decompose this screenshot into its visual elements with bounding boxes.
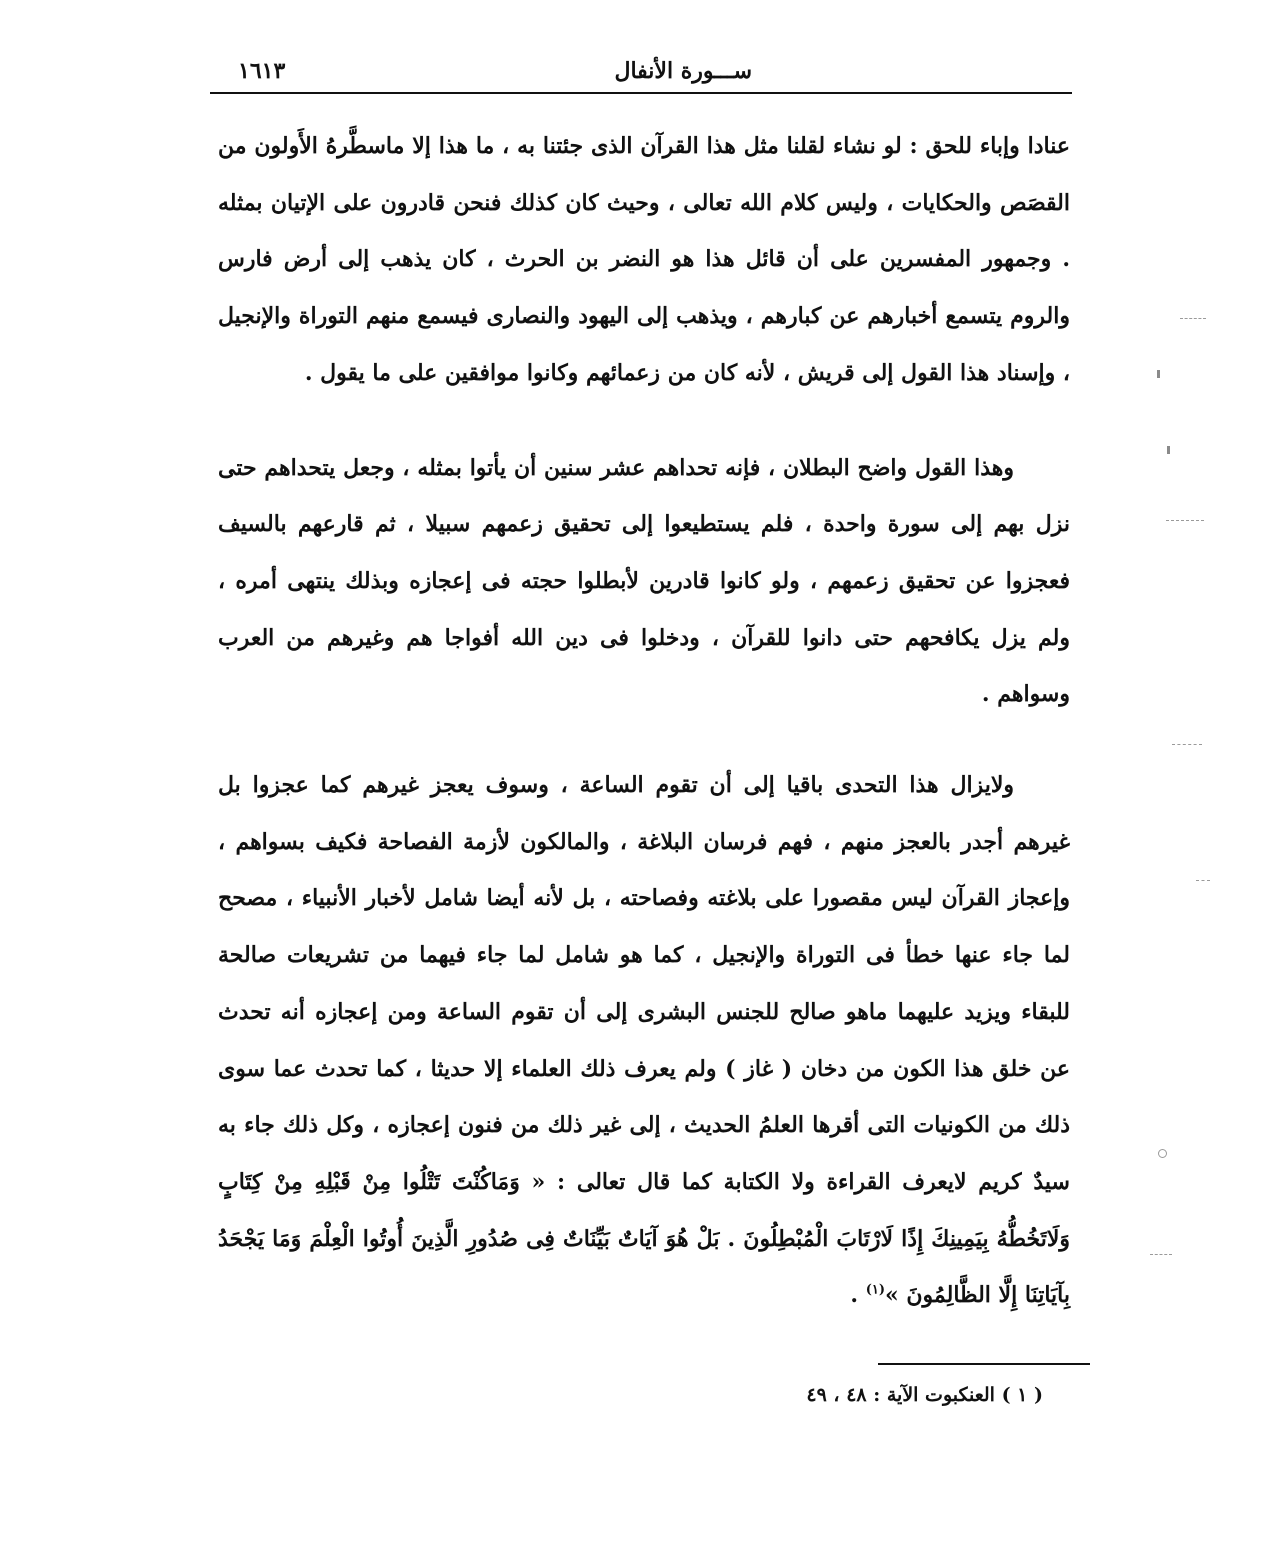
scan-margin-mark — [1166, 520, 1204, 521]
paragraph-2: وهذا القول واضح البطلان ، فإنه تحداهم عشر سنين أن يأتوا بمثله ، وجعل يتحداهم حتى نزل بهم إلى سورة واحدة ، فلم يستطيعوا إلى تحقيق زعمهم سبيلا ، ثم قارعهم بالسيف فعجزوا عن تحقيق زعمهم ، ولو كانوا قادرين لأبطلوا حجته فى إعجازه وبذلك ينتهى أمره ، ولم يزل يكافحهم حتى دانوا للقرآن ، ودخلوا فى دين الله أفواجا هم وغيرهم من العرب وسواهم . — [218, 454, 1070, 708]
scan-margin-mark — [1180, 318, 1206, 319]
footnote-marker: (١) — [865, 1283, 885, 1299]
page-header — [210, 50, 1072, 94]
paragraph-3-end: . — [850, 1282, 859, 1309]
header-divider — [210, 92, 1072, 94]
quran-quote: « وَمَاكُنْتَ تَتْلُوا مِنْ قَبْلِهِ مِنْ كِتَابٍ وَلَاتَخُطُّهُ بِيَمِينِكَ إِذًا لَارْتَابَ الْمُبْطِلُونَ . بَلْ هُوَ آيَاتٌ بَيِّنَاتٌ فِى صُدُورِ الَّذِينَ أُوتُوا الْعِلْمَ وَمَا يَجْحَدُ بِآيَاتِنَا إِلَّا الظَّالِمُونَ » — [218, 1168, 1070, 1309]
scan-margin-mark — [1150, 1254, 1172, 1255]
paragraph-spacer — [218, 723, 1070, 757]
paragraph-3-text: ولايزال هذا التحدى باقيا إلى أن تقوم الساعة ، وسوف يعجز غيرهم كما عجزوا بل غيرهم أجدر بالعجز منهم ، فهم فرسان البلاغة ، والمالكون لأزمة الفصاحة فكيف بسواهم ، وإعجاز القرآن ليس مقصورا على بلاغته وفصاحته ، بل لأنه أيضا شامل لأخبار الأنبياء ، مصحح لما جاء عنها خطأ فى التوراة والإنجيل ، كما هو شامل لما جاء فيهما من تشريعات صالحة للبقاء ويزيد عليهما ماهو صالح للجنس البشرى إلى أن تقوم الساعة ومن إعجازه أنه تحدث عن خلق هذا الكون من دخان ( غاز ) ولم يعرف ذلك العلماء إلا حديثا ، كما تحدث عما سوى ذلك من الكونيات التى أقرها العلمُ الحديث ، إلى غير ذلك من فنون إعجازه ، وكل ذلك جاء به سيدٌ كريم لايعرف القراءة ولا الكتابة كما قال تعالى : — [218, 772, 1070, 1195]
scan-margin-mark — [1158, 1149, 1167, 1158]
scan-margin-mark — [1167, 446, 1170, 454]
footnote-divider — [878, 1363, 1090, 1365]
paragraph-3 — [218, 757, 1070, 1324]
page-number: ١٦١٣ — [238, 58, 286, 84]
body-text — [218, 118, 1070, 1324]
footnote: ( ١ ) العنكبوت الآية : ٤٨ ، ٤٩ — [806, 1384, 1043, 1406]
scan-margin-mark — [1196, 880, 1210, 881]
surah-title: ســـورة الأنفال — [614, 58, 752, 84]
paragraph-1: عنادا وإباء للحق : لو نشاء لقلنا مثل هذا القرآن الذى جئتنا به ، ما هذا إلا ماسطَّرهُ الأَولون من القصَص والحكايات ، وليس كلام الله تعالى ، وحيث كان كذلك فنحن قادرون على الإتيان بمثله . وجمهور المفسرين على أن قائل هذا هو النضر بن الحرث ، كان يذهب إلى أرض فارس والروم يتسمع أخبارهم عن كبارهم ، ويذهب إلى اليهود والنصارى فيسمع منهم التوراة والإنجيل ، وإسناد هذا القول إلى قريش ، لأنه كان من زعمائهم وكانوا موافقين على ما يقول . — [218, 133, 1070, 386]
scan-margin-mark — [1172, 744, 1202, 745]
paragraph-spacer — [218, 402, 1070, 440]
scan-margin-mark — [1157, 370, 1160, 378]
